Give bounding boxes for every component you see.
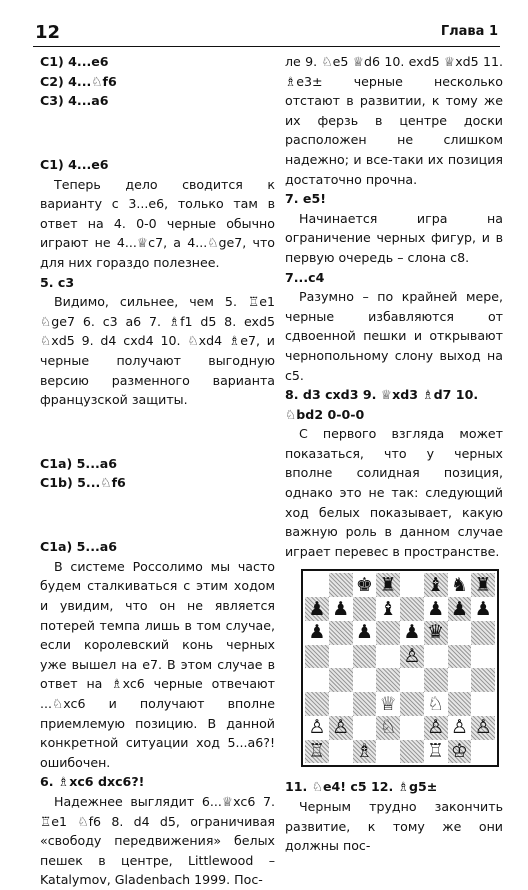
chess-square bbox=[400, 668, 424, 692]
chess-square bbox=[471, 692, 495, 716]
chess-square bbox=[353, 597, 377, 621]
chess-piece-square: ♞ bbox=[448, 573, 472, 597]
commentary-paragraph: Разумно – по крайней мере, черные избавляются от сдвоенной пешки и открывают чернопольному слону выход на c5. bbox=[285, 289, 503, 383]
chess-square bbox=[400, 597, 424, 621]
chess-piece-square: ♟ bbox=[471, 597, 495, 621]
chess-square bbox=[329, 668, 353, 692]
main-move: 7...c4 bbox=[285, 269, 325, 285]
main-move: 11. ♘e4! c5 12. ♗g5± bbox=[285, 779, 438, 795]
chess-piece-square: ♕ bbox=[376, 692, 400, 716]
chess-square bbox=[329, 573, 353, 597]
chess-square bbox=[471, 668, 495, 692]
main-move: 7. e5! bbox=[285, 191, 326, 207]
chess-piece-square: ♝ bbox=[424, 573, 448, 597]
chess-piece-square: ♟ bbox=[353, 621, 377, 645]
chess-square bbox=[471, 740, 495, 764]
chess-square bbox=[471, 621, 495, 645]
main-move: 8. d3 cxd3 9. ♕xd3 ♗d7 10. ♘bd2 0-0-0 bbox=[285, 387, 479, 422]
chess-square bbox=[329, 740, 353, 764]
chess-square bbox=[424, 668, 448, 692]
chess-square bbox=[305, 668, 329, 692]
left-column bbox=[40, 52, 275, 890]
chess-square bbox=[400, 716, 424, 740]
spacer bbox=[40, 506, 275, 525]
chess-square bbox=[471, 645, 495, 669]
chess-piece-square: ♙ bbox=[471, 716, 495, 740]
main-move: 5. c3 bbox=[40, 274, 75, 290]
chess-piece-square: ♜ bbox=[471, 573, 495, 597]
chess-square bbox=[400, 740, 424, 764]
chess-piece-square: ♘ bbox=[424, 692, 448, 716]
chess-square bbox=[448, 668, 472, 692]
chess-square bbox=[353, 645, 377, 669]
commentary-paragraph: ле 9. ♘e5 ♕d6 10. exd5 ♕xd5 11. ♗e3± черные несколько отстают в развитии, к тому же их ферзь в центре доски расположен не слишком надежно; и все-таки их позиция достаточно прочна. bbox=[285, 54, 503, 187]
chess-piece-square: ♙ bbox=[329, 716, 353, 740]
commentary-paragraph: Надежнее выглядит 6...♕xc6 7. ♖e1 ♘f6 8. d4 d5, ограничивая «свободу передвижения» белых пешек в центре, Littlewood – Katalymov, Gladenbach 1999. Пос- bbox=[40, 793, 275, 888]
chess-square bbox=[353, 668, 377, 692]
chess-square bbox=[376, 668, 400, 692]
chess-square bbox=[448, 645, 472, 669]
chess-square bbox=[400, 692, 424, 716]
chess-piece-square: ♟ bbox=[305, 621, 329, 645]
chess-square bbox=[448, 621, 472, 645]
chess-square bbox=[329, 645, 353, 669]
right-column bbox=[285, 52, 503, 856]
commentary-paragraph: Теперь дело сводится к варианту с 3...e6, только там в ответ на 4. 0-0 черные обычно играют не 4...♕c7, а 4...♘ge7, что для них гораздо полезнее. bbox=[40, 176, 275, 270]
right-column-text-bottom bbox=[285, 777, 503, 855]
spacer bbox=[40, 123, 275, 142]
chess-piece-square: ♙ bbox=[400, 645, 424, 669]
main-move: 6. ♗xc6 dxc6?! bbox=[40, 774, 145, 790]
chess-piece-square: ♖ bbox=[305, 740, 329, 764]
commentary-paragraph: Начинается игра на ограничение черных фигур, и в первую очередь – слона c8. bbox=[285, 210, 503, 265]
chess-piece-square: ♗ bbox=[353, 740, 377, 764]
variation-heading: C1b) 5...♘f6 bbox=[40, 475, 126, 491]
chess-square bbox=[376, 645, 400, 669]
variation-heading: C1) 4...e6 bbox=[40, 54, 109, 69]
chess-square bbox=[353, 716, 377, 740]
chess-square bbox=[305, 573, 329, 597]
chapter-title: Глава 1 bbox=[440, 24, 498, 39]
chess-piece-square: ♟ bbox=[400, 621, 424, 645]
chess-square bbox=[329, 621, 353, 645]
chess-piece-square: ♛ bbox=[424, 621, 448, 645]
chess-square bbox=[448, 692, 472, 716]
chess-piece-square: ♙ bbox=[305, 716, 329, 740]
variation-heading: C2) 4...♘f6 bbox=[40, 73, 117, 89]
chess-piece-square: ♔ bbox=[448, 740, 472, 764]
chess-square bbox=[376, 621, 400, 645]
chess-square bbox=[400, 573, 424, 597]
chess-diagram bbox=[301, 569, 499, 767]
right-column-text-top bbox=[285, 52, 503, 561]
chess-board bbox=[305, 573, 495, 763]
chess-piece-square: ♙ bbox=[448, 716, 472, 740]
variation-heading: C1a) 5...a6 bbox=[40, 455, 118, 471]
chess-piece-square: ♟ bbox=[305, 597, 329, 621]
commentary-paragraph: Черным трудно закончить развитие, к тому же они должны пос- bbox=[285, 799, 503, 854]
chess-piece-square: ♖ bbox=[424, 740, 448, 764]
variation-heading: C3) 4...a6 bbox=[40, 93, 109, 109]
variation-heading: C1a) 5...a6 bbox=[40, 539, 118, 555]
commentary-paragraph: Видимо, сильнее, чем 5. ♖e1 ♘ge7 6. c3 a6 7. ♗f1 d5 8. exd5 ♘xd5 9. d4 cxd4 10. ♘xd4 ♗e7, и черные получают выгодную версию разменного варианта французской защиты. bbox=[40, 294, 275, 408]
chess-piece-square: ♝ bbox=[376, 597, 400, 621]
page-header bbox=[33, 14, 500, 47]
page-number: 12 bbox=[35, 22, 61, 43]
chess-square bbox=[329, 692, 353, 716]
chess-piece-square: ♟ bbox=[329, 597, 353, 621]
chess-square bbox=[305, 645, 329, 669]
chess-piece-square: ♜ bbox=[376, 573, 400, 597]
variation-heading: C1) 4...e6 bbox=[40, 156, 109, 172]
chess-piece-square: ♘ bbox=[376, 716, 400, 740]
chess-square bbox=[305, 692, 329, 716]
commentary-paragraph: В системе Россолимо мы часто будем сталкиваться с этим ходом и увидим, что он не является потерей темпа лишь в том случае, если королевский конь черных уже вышел на e7. В этом случае в ответ на ♗xc6 черные отвечают ...♘xc6 и получают вполне приемлемую позицию. В данной конкретной ситуации ход 5...a6?! ошибочен. bbox=[40, 558, 275, 770]
commentary-paragraph: С первого взгляда может показаться, что у черных вполне солидная позиция, однако это не так: следующий ход белых показывает, какую важную роль в данном случае играет перевес в пространстве. bbox=[285, 426, 503, 559]
chess-square bbox=[376, 740, 400, 764]
spacer bbox=[40, 422, 275, 441]
chess-piece-square: ♙ bbox=[424, 716, 448, 740]
chess-piece-square: ♟ bbox=[448, 597, 472, 621]
chess-square bbox=[424, 645, 448, 669]
chess-piece-square: ♚ bbox=[353, 573, 377, 597]
chess-piece-square: ♟ bbox=[424, 597, 448, 621]
chess-square bbox=[353, 692, 377, 716]
